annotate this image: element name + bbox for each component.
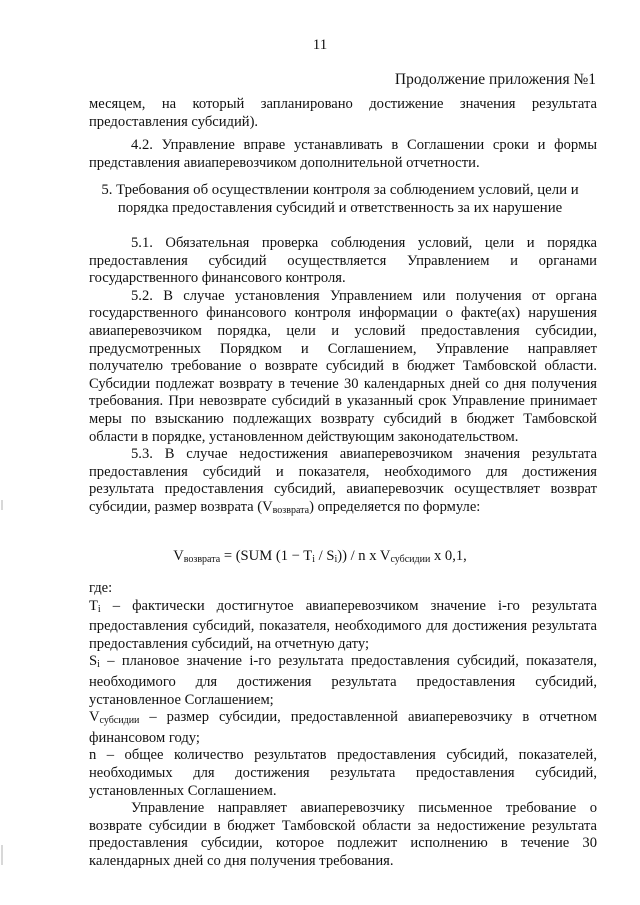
paragraph-continuation: месяцем, на который запланировано достижение значения результата предоставления субсидий).	[89, 96, 597, 130]
where-label: где:	[89, 580, 113, 596]
paragraph-4-2: 4.2. Управление вправе устанавливать в Соглашении сроки и формы представления авиаперевозчиком дополнительной отчетности.	[89, 137, 597, 171]
formula-s-sub: i	[334, 554, 338, 565]
formula-part-1: = (SUM (1 − T	[220, 548, 313, 564]
paragraph-5-2: 5.2. В случае установления Управлением или получения от органа государственного финансового контроля информации о факте(ах) нарушения авиаперевозчиком порядка, цели и условий предоставления субсидии, предусмотренных Порядком и Соглашением, Управление направляет получателю требование о возврате субсидий в бюджет Тамбовской области. Субсидии подлежат возврату в течение 30 календарных дней со дня получения требования. При невозврате субсидий в указанный срок Управление принимает меры по взысканию подлежащих возврату субсидий в бюджет Тамбовской области в порядке, установленном действующим законодательством.	[89, 287, 597, 445]
formula-v: V	[173, 548, 184, 564]
page-number: 11	[312, 37, 328, 53]
closing-paragraph: Управление направляет авиаперевозчику письменное требование о возврате субсидии в бюджет Тамбовской области за недостижение результата предоставления субсидии, которое подлежит исполнению в течение 30 календарных дней со дня получения требования.	[89, 800, 597, 869]
scan-edge-mark	[1, 845, 3, 865]
section-5-heading: 5. Требования об осуществлении контроля за соблюдением условий, цели и порядка предоставления субсидий и ответственность за их нарушение	[101, 182, 579, 216]
paragraph-5-3-text: 5.3. В случае недостижения авиаперевозчиком значения результата предоставления субсидий и показателя, необходимого для достижения результата предоставления субсидий, авиаперевозчик осуществляет возврат субсидии, размер возврата (V	[89, 446, 597, 515]
definition-t	[89, 598, 597, 654]
v-definition-text: – размер субсидии, предоставленной авиаперевозчику в отчетном финансовом году;	[89, 709, 597, 746]
paragraph-5-3	[89, 446, 597, 519]
formula-v-sub: возврата	[183, 554, 221, 565]
formula-part-2: / S	[314, 548, 335, 564]
return-formula	[0, 548, 640, 565]
formula-subsidy-sub: субсидии	[390, 554, 431, 565]
formula-t-sub: i	[312, 554, 315, 565]
top-paragraphs	[89, 96, 597, 172]
v-subscript: субсидии	[99, 715, 140, 727]
definition-n: n – общее количество результатов предоставления субсидий, показателей, необходимых для достижения результата предоставления субсидий, установленных Соглашением.	[89, 747, 597, 799]
t-subscript: i	[97, 603, 101, 615]
t-symbol: T	[89, 597, 98, 614]
scan-edge-mark	[1, 500, 3, 510]
t-definition-text: – фактически достигнутое авиаперевозчиком значение i-го результата предоставления субсидий, показателя, необходимого для достижения результата предоставления субсидий, на отчетную дату;	[89, 597, 597, 652]
definition-s	[89, 653, 597, 709]
v-return-subscript: возврата	[272, 504, 310, 516]
s-symbol: S	[89, 653, 98, 670]
paragraph-5-3-end: ) определяется по формуле:	[309, 498, 481, 515]
paragraph-5-1: 5.1. Обязательная проверка соблюдения условий, цели и порядка предоставления субсидий осуществляется Управлением и органами государственного финансового контроля.	[89, 235, 597, 287]
formula-tail: x 0,1,	[430, 548, 467, 564]
definition-v	[89, 709, 597, 747]
s-subscript: i	[97, 659, 100, 671]
definitions-block	[89, 580, 597, 871]
v-symbol: V	[89, 709, 100, 726]
appendix-continuation-note: Продолжение приложения №1	[394, 71, 596, 88]
formula-part-3: )) / n x V	[337, 548, 391, 564]
section-5-body	[89, 235, 597, 520]
s-definition-text: – плановое значение i-го результата предоставления субсидий, показателя, необходимого для достижения результата предоставления субсидий, установленное Соглашением;	[89, 653, 597, 708]
